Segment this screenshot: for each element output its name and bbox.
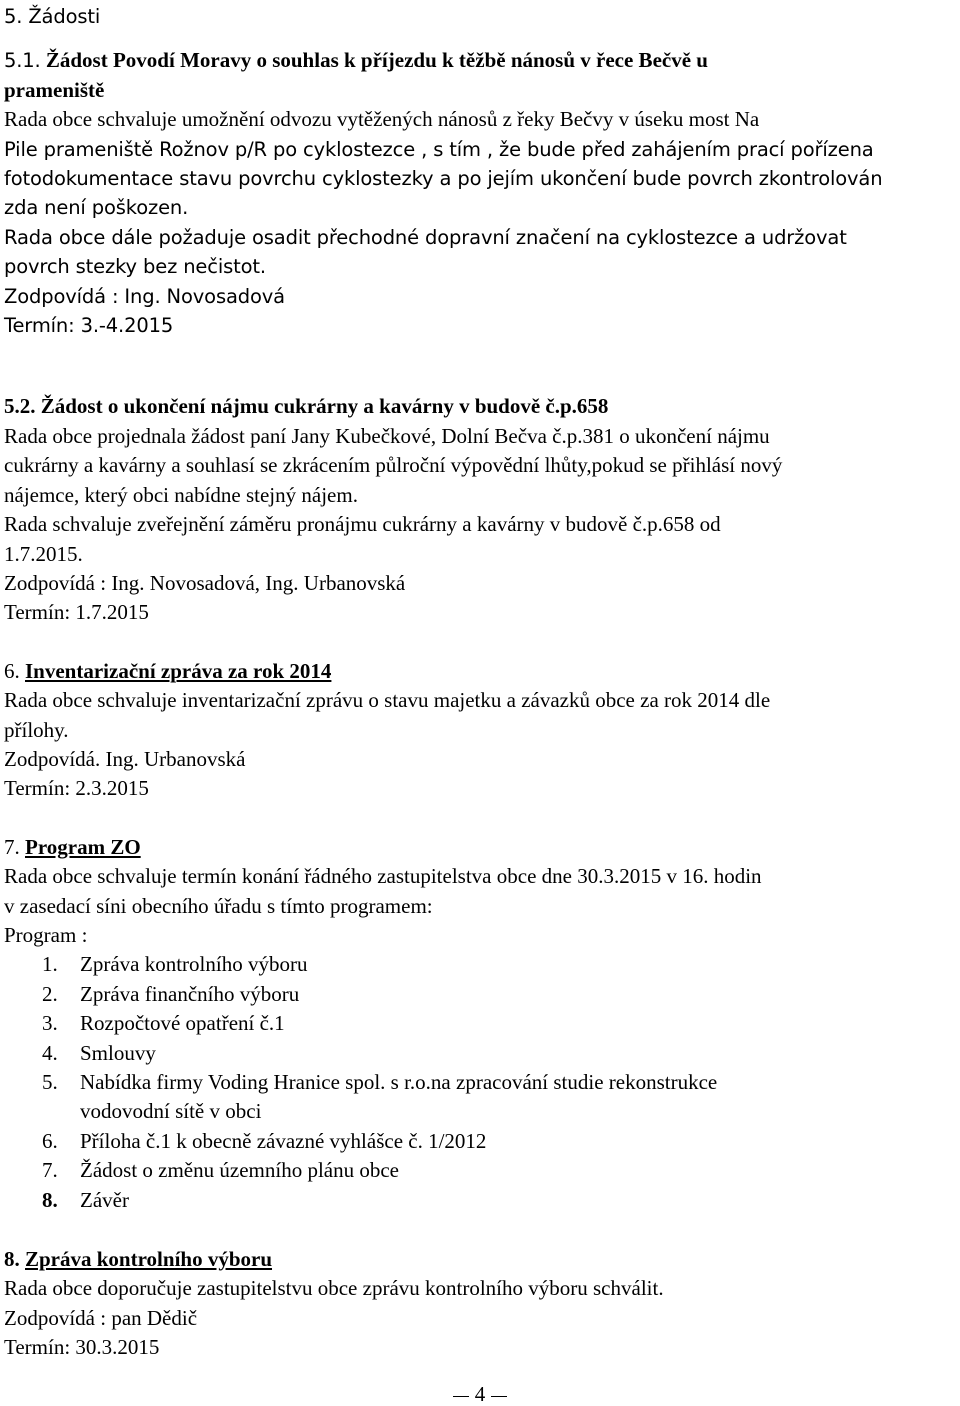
section-5-2-body [4,422,956,628]
spacer [4,804,956,833]
list-item-text: Zpráva kontrolního výboru [80,952,308,977]
page-number: 4 [474,1382,486,1406]
body-line: v zasedací síni obecního úřadu s tímto programem: [4,893,433,918]
body-line: fotodokumentace stavu povrchu cyklostezky a po jejím ukončení bude povrch zkontrolován [4,167,883,191]
list-item-text-line2: vodovodní sítě v obci [80,1099,262,1124]
dash-right [491,1396,507,1397]
body-line: cukrárny a kavárny a souhlasí se zkrácením půlroční výpovědní lhůty,pokud se přihlásí nový [4,453,783,478]
deadline-line: Termín: 2.3.2015 [4,776,149,801]
section-6-title-text: Inventarizační zpráva za rok 2014 [25,658,332,683]
list-item-text: Rozpočtové opatření č.1 [80,1011,285,1036]
responsible-line: Zodpovídá. Ing. Urbanovská [4,746,246,771]
body-line: přílohy. [4,717,69,742]
section-5-1-body [4,105,956,340]
section-7-title [4,833,956,862]
section-8-title [4,1245,956,1274]
section-8-body [4,1274,956,1362]
section-7-title-text: Program ZO [25,834,141,859]
dash-left [453,1396,469,1397]
body-line: Rada obce doporučuje zastupitelstvu obce zprávu kontrolního výboru schválit. [4,1276,664,1301]
responsible-line: Zodpovídá : Ing. Novosadová, Ing. Urbanovská [4,570,406,595]
body-line: Pile prameniště Rožnov p/R po cyklostezce , s tím , že bude před zahájením prací pořízena [4,137,874,161]
deadline-line: Termín: 30.3.2015 [4,1335,160,1360]
responsible-line: Zodpovídá : pan Dědič [4,1305,198,1330]
list-item [4,1068,956,1127]
list-item [4,1156,956,1185]
deadline-line: Termín: 3.-4.2015 [4,314,174,338]
program-list [4,950,956,1215]
list-item [4,1127,956,1156]
section-6-title [4,657,956,686]
section-8-title-text: Zpráva kontrolního výboru [25,1247,273,1272]
document-page [4,2,956,1363]
list-item [4,950,956,979]
body-line: Rada obce schvaluje termín konání řádného zastupitelstva obce dne 30.3.2015 v 16. hodin [4,864,762,889]
spacer [4,31,956,46]
section-7-body [4,862,956,1215]
list-item-number: 8. [42,1187,58,1212]
responsible-line: Zodpovídá : Ing. Novosadová [4,284,285,308]
body-line: Rada obce schvaluje inventarizační zprávu o stavu majetku a závazků obce za rok 2014 dle [4,688,771,713]
list-item-number: 5. [42,1070,58,1094]
spacer [4,628,956,657]
list-item-text: Žádost o změnu územního plánu obce [80,1158,399,1183]
page-footer [0,1382,960,1406]
body-line: Rada obce projednala žádost paní Jany Kubečkové, Dolní Bečva č.p.381 o ukončení nájmu [4,423,770,448]
list-item-text: Závěr [80,1187,129,1212]
list-item-number: 6. [42,1128,58,1153]
section-7-number: 7. [4,834,20,859]
body-line: nájemce, který obci nabídne stejný nájem. [4,482,358,507]
list-item-number: 7. [42,1158,58,1183]
section-6-number: 6. [4,658,20,683]
list-item [4,1186,956,1215]
spacer [4,1215,956,1245]
spacer [4,340,956,392]
section-6-body [4,686,956,804]
section-5-1-title-line2: prameniště [4,77,105,102]
list-item [4,1009,956,1038]
list-item-text: Příloha č.1 k obecně závazné vyhlášce č. 1/2012 [80,1128,487,1153]
list-item-text: Zpráva finančního výboru [80,981,300,1006]
deadline-line: Termín: 1.7.2015 [4,600,149,625]
list-item-number: 2. [42,981,58,1006]
section-5-1-title-line1: Žádost Povodí Moravy o souhlas k příjezdu k těžbě nánosů v řece Bečvě u [45,48,708,73]
body-line: povrch stezky bez nečistot. [4,255,266,279]
list-item-number: 3. [42,1011,58,1036]
list-item [4,1039,956,1068]
list-item-text: Smlouvy [80,1040,156,1065]
list-item-number: 1. [42,952,58,977]
program-label: Program : [4,922,88,947]
body-line: 1.7.2015. [4,541,83,566]
body-line: Rada obce dále požaduje osadit přechodné dopravní značení na cyklostezce a udržovat [4,225,847,249]
list-item-text-line1: Nabídka firmy Voding Hranice spol. s r.o.na zpracování studie rekonstrukce [80,1070,718,1094]
list-item-number: 4. [42,1040,58,1065]
body-line: Rada obce schvaluje umožnění odvozu vytěžených nánosů z řeky Bečvy v úseku most Na [4,107,760,132]
section-5-1-number: 5.1. [4,49,41,73]
body-line: Rada schvaluje zveřejnění záměru pronájmu cukrárny a kavárny v budově č.p.658 od [4,512,721,537]
section-5-1-title [4,46,956,75]
list-item [4,980,956,1009]
list-item-text [80,1068,956,1127]
section-5-2-title: 5.2. Žádost o ukončení nájmu cukrárny a kavárny v budově č.p.658 [4,394,609,419]
section-5-heading: 5. Žádosti [4,5,101,28]
body-line: zda není poškozen. [4,196,189,220]
section-8-number: 8. [4,1247,20,1272]
